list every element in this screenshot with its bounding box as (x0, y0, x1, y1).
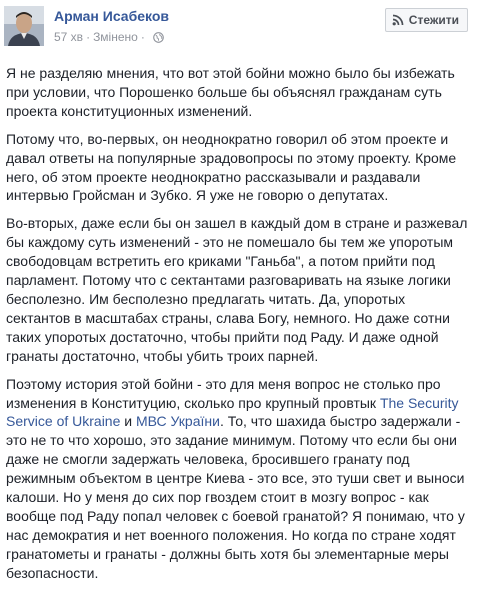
post-header (0, 0, 480, 60)
author-name[interactable]: Арман Исабеков (54, 8, 170, 24)
globe-icon[interactable] (153, 32, 164, 43)
avatar-photo (4, 6, 44, 46)
post-paragraph-4 (6, 375, 472, 583)
meta-separator: · (86, 30, 91, 44)
paragraph-4-text-end: . То, что шахида быстро задержали - это не то что хорошо, это задание минимум. Потому что если бы они даже не смогли задержать человека, бросившего гранату под режимным объектом в центре Киева - это все, это туши свет и выноси калоши. Но у меня до сих пор гвоздем стоит в мозгу вопрос - как вообще под Раду попал человек с боевой гранатой? Я понимаю, что у нас демократия и нет военного положения. Но когда по стране ходят гранатометы и гранаты - должны быть хотя бы элементарные меры безопасности. (6, 413, 465, 581)
post-meta (54, 30, 164, 44)
avatar[interactable] (4, 6, 44, 46)
mention-mvs-link[interactable]: МВС України (136, 413, 220, 430)
follow-button[interactable] (385, 8, 468, 32)
post-paragraph-2: Потому что, во-первых, он неоднократно говорил об этом проекте и давал ответы на популярные зрадовопросы по этому проекту. Кроме него, об этом проекте неоднократно рассказывали и раздавали интервью Гройсман и Зубко. Я уже не говорю о депутатах. (6, 130, 457, 204)
rss-icon (392, 14, 404, 26)
edited-label[interactable]: Змінено (93, 30, 138, 44)
paragraph-4-text-start: Поэтому история этой бойни - это для меня вопрос не столько про изменения в Конституцию, сколько про крупный провтык (6, 375, 441, 411)
post-paragraph-3: Во-вторых, даже если бы он зашел в каждый дом в стране и разжевал бы каждому суть изменений - это не помешало бы тем же упоротым свободовцам встретить его криками "Ганьба", а потом прийти под парламент. Потому что с сектантами разговаривать на языке логики бесполезно. Им бесполезно предлагать читать. Да, упоротых сектантов в масштабах страны, слава Богу, немного. Но даже сотни таких упоротых достаточно, чтобы прийти под Раду. И даже одной гранаты достаточно, чтобы убить троих парней. (6, 215, 468, 364)
post-paragraph-1: Я не разделяю мнения, что вот этой бойни можно было бы избежать при условии, что Порошенко больше бы объяснял гражданам суть проекта конституционных изменений. (6, 65, 455, 119)
meta-separator: · (140, 30, 145, 44)
post-time[interactable]: 57 хв (54, 30, 84, 44)
paragraph-4-conjunction: и (120, 413, 136, 430)
post-text (6, 64, 472, 592)
mention-security-service-link[interactable]: The Security Service of Ukraine (6, 394, 459, 430)
follow-button-label: Стежити (408, 13, 459, 27)
